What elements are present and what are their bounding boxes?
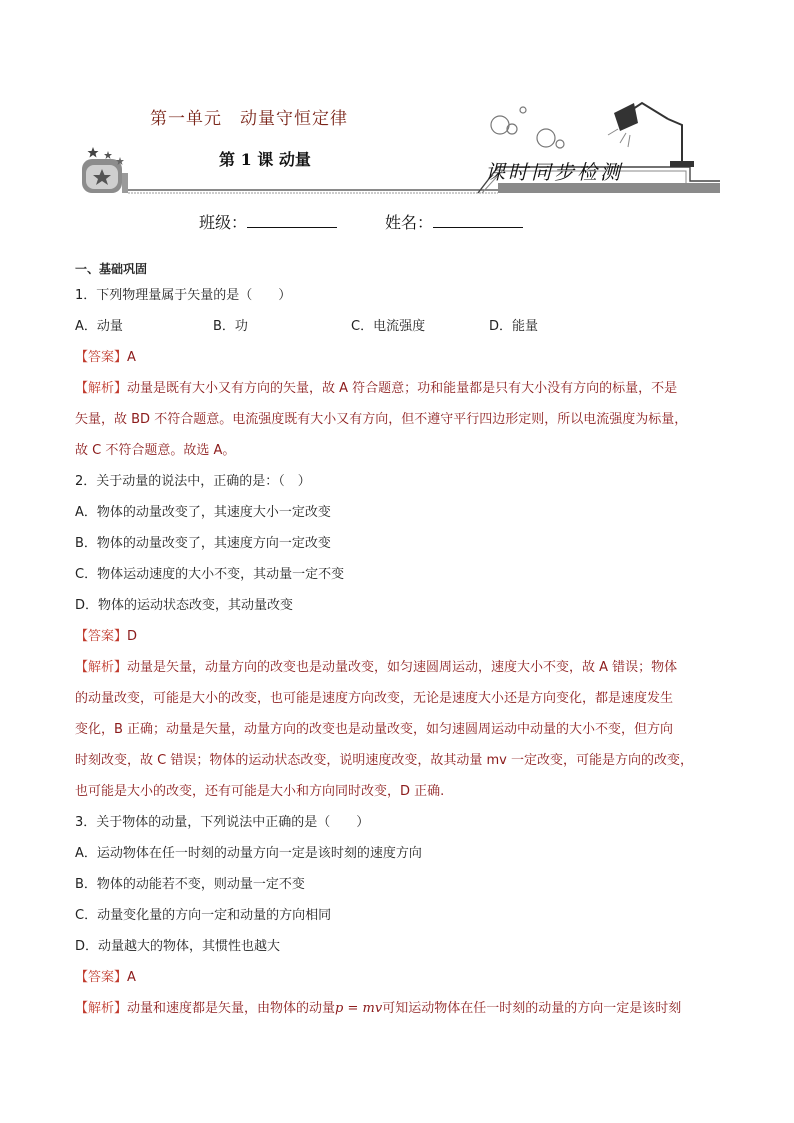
brand-title: 课时同步检测 — [485, 160, 623, 184]
section-title: 一、基础巩固 — [75, 262, 148, 276]
answer: 【答案】D — [75, 629, 138, 644]
question-content — [75, 258, 725, 1024]
option: B．物体的动量改变了，其速度方向一定改变 — [75, 536, 331, 551]
student-info-row — [199, 210, 523, 233]
option: D．能量 — [489, 319, 539, 334]
option: D．动量越大的物体，其惯性也越大 — [75, 939, 281, 954]
answer: 【答案】A — [75, 970, 136, 985]
analysis: 【解析】动量是既有大小又有方向的矢量，故 A 符合题意；功和能量都是只有大小没有方向的标量，不是 矢量，故 BD 不符合题意。电流强度既有大小又有方向，但不遵守平行四边形定则，所以电流强度为标量， 故 C 不符合题意。故选 A。 — [75, 381, 688, 458]
option: C．动量变化量的方向一定和动量的方向相同 — [75, 908, 332, 923]
class-blank[interactable] — [247, 213, 337, 228]
option: A．物体的动量改变了，其速度大小一定改变 — [75, 505, 331, 520]
question-stem: 3．关于物体的动量，下列说法中正确的是（ ） — [75, 815, 370, 830]
option: D．物体的运动状态改变，其动量改变 — [75, 598, 294, 613]
bubbles-icon — [491, 107, 564, 148]
unit-title: 第一单元 动量守恒定律 — [150, 109, 348, 129]
option: B．物体的动能若不变，则动量一定不变 — [75, 877, 305, 892]
star-badge-icon — [82, 147, 128, 193]
momentum-formula: p = mv — [335, 1001, 383, 1016]
option: A．动量 — [75, 319, 123, 334]
question-stem: 1．下列物理量属于矢量的是（ ） — [75, 288, 292, 303]
option: C．物体运动速度的大小不变，其动量一定不变 — [75, 567, 345, 582]
name-blank[interactable] — [433, 213, 523, 228]
analysis: 【解析】动量是矢量，动量方向的改变也是动量改变，如匀速圆周运动，速度大小不变，故 A 错误；物体 的动量改变，可能是大小的改变，也可能是速度方向改变，无论是速度大小还是方向变化，都是速度发生 变化，B 正确；动量是矢量，动量方向的改变也是动量改变，如匀速圆周运动中动量的大小不变，但方向 时刻改变，故 C 错误；物体的运动状态改变，说明速度改变，故其动量 mv 一定改变，可能是方向的改变， 也可能是大小的改变，还有可能是大小和方向同时改变，D 正确. — [75, 660, 693, 799]
desk-lamp-icon — [614, 103, 694, 167]
option: B．功 — [213, 319, 248, 334]
question-stem: 2．关于动量的说法中，正确的是：（ ） — [75, 474, 311, 489]
name-label: 姓名： — [385, 213, 434, 232]
option: A．运动物体在任一时刻的动量方向一定是该时刻的速度方向 — [75, 846, 422, 861]
analysis: 【解析】动量和速度都是矢量，由物体的动量p = mv可知运动物体在任一时刻的动量的方向一定是该时刻 — [75, 1001, 682, 1016]
question-options — [75, 311, 725, 342]
lesson-title: 第 1 课 动量 — [219, 150, 311, 169]
answer: 【答案】A — [75, 350, 136, 365]
class-label: 班级： — [199, 213, 248, 232]
option: C．电流强度 — [351, 319, 426, 334]
